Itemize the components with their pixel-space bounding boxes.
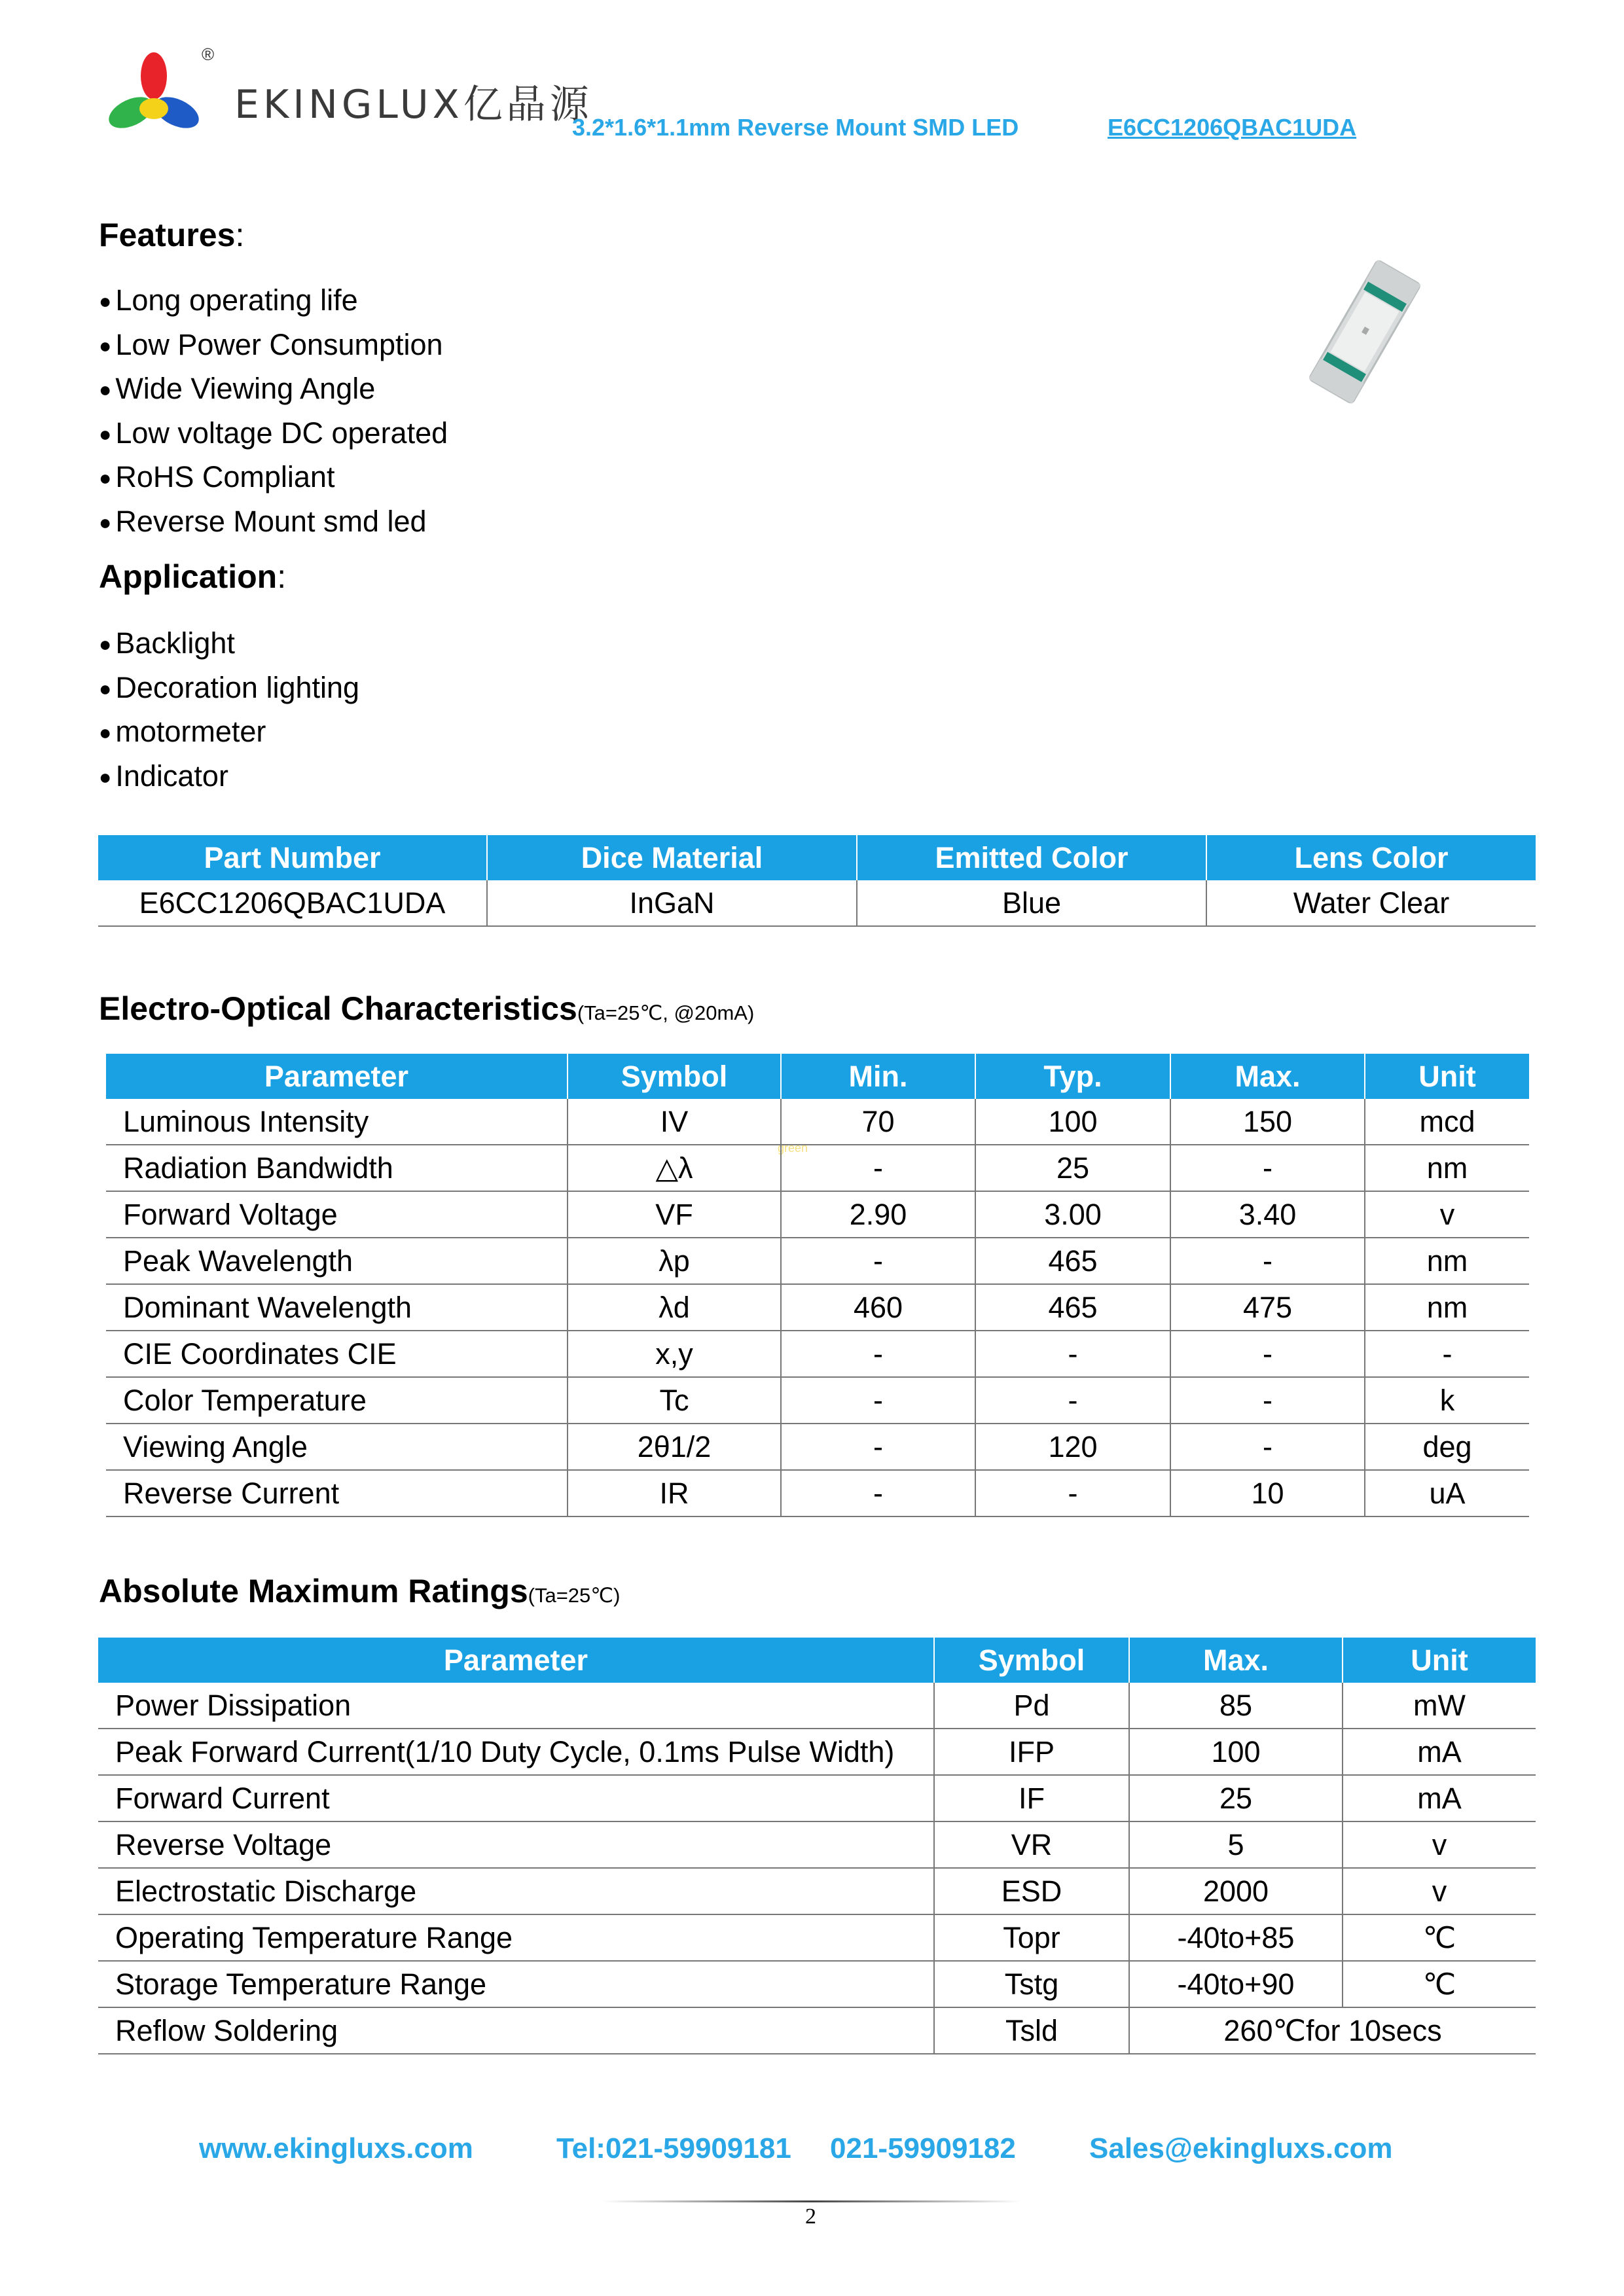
table-cell: nm	[1365, 1284, 1529, 1331]
table-cell: VR	[934, 1821, 1129, 1868]
table-cell: 5	[1129, 1821, 1343, 1868]
table-cell: 2000	[1129, 1868, 1343, 1914]
table-cell: -	[781, 1470, 975, 1516]
table-cell: -	[1365, 1331, 1529, 1377]
company-logo-icon	[105, 48, 203, 134]
table-row	[106, 1331, 1529, 1377]
table-header-row	[106, 1054, 1529, 1099]
table-cell: -	[1170, 1238, 1365, 1284]
table-cell: E6CC1206QBAC1UDA	[98, 880, 487, 926]
table-row	[98, 880, 1536, 926]
table-cell: 70	[781, 1099, 975, 1145]
table-row	[98, 1914, 1536, 1961]
list-item: ● RoHS Compliant	[99, 456, 448, 500]
column-header: Emitted Color	[857, 835, 1206, 880]
table-header-row	[98, 1638, 1536, 1683]
website-link[interactable]: www.ekingluxs.com	[199, 2132, 473, 2164]
phone-number-2: 021-59909182	[830, 2132, 1016, 2164]
list-item: ● Decoration lighting	[99, 666, 359, 711]
led-product-image	[1299, 257, 1430, 407]
table-cell: CIE Coordinates CIE	[106, 1331, 568, 1377]
table-cell: Water Clear	[1206, 880, 1536, 926]
table-cell: λp	[568, 1238, 781, 1284]
table-cell: Forward Voltage	[106, 1191, 568, 1238]
table-cell: 2θ1/2	[568, 1424, 781, 1470]
list-item: ● Backlight	[99, 622, 359, 666]
table-cell: -	[1170, 1331, 1365, 1377]
faint-watermark-text: green	[778, 1141, 808, 1155]
table-cell: Peak Wavelength	[106, 1238, 568, 1284]
table-cell: 3.40	[1170, 1191, 1365, 1238]
table-cell: 120	[975, 1424, 1170, 1470]
table-cell: -	[781, 1331, 975, 1377]
table-cell: VF	[568, 1191, 781, 1238]
email-link[interactable]: Sales@ekingluxs.com	[1089, 2132, 1393, 2164]
features-list	[99, 279, 448, 544]
column-header: Unit	[1365, 1054, 1529, 1099]
column-header: Symbol	[568, 1054, 781, 1099]
table-cell: nm	[1365, 1238, 1529, 1284]
table-cell: Forward Current	[98, 1775, 934, 1821]
table-cell: 260℃for 10secs	[1129, 2007, 1536, 2054]
table-cell: -	[1170, 1145, 1365, 1191]
list-item: ● Reverse Mount smd led	[99, 500, 448, 545]
table-cell: 85	[1129, 1683, 1343, 1729]
table-cell: 2.90	[781, 1191, 975, 1238]
table-row	[98, 1821, 1536, 1868]
table-header-row	[98, 835, 1536, 880]
table-cell: 465	[975, 1238, 1170, 1284]
table-cell: mW	[1343, 1683, 1536, 1729]
table-cell: ESD	[934, 1868, 1129, 1914]
phone-number: Tel:021-59909181	[556, 2132, 791, 2164]
list-item: ● Low Power Consumption	[99, 323, 448, 368]
footer-divider	[602, 2200, 1021, 2202]
table-row	[106, 1191, 1529, 1238]
table-cell: Tsld	[934, 2007, 1129, 2054]
part-table	[98, 835, 1536, 927]
table-row	[106, 1377, 1529, 1424]
table-row	[98, 2007, 1536, 2054]
table-cell: v	[1343, 1821, 1536, 1868]
table-row	[106, 1284, 1529, 1331]
table-row	[106, 1238, 1529, 1284]
table-row	[106, 1424, 1529, 1470]
table-cell: nm	[1365, 1145, 1529, 1191]
column-header: Min.	[781, 1054, 975, 1099]
part-number-link[interactable]: E6CC1206QBAC1UDA	[1108, 114, 1357, 141]
table-cell: mA	[1343, 1775, 1536, 1821]
registered-mark: ®	[202, 45, 215, 64]
table-cell: Tstg	[934, 1961, 1129, 2007]
table-row	[106, 1470, 1529, 1516]
list-item: ● Long operating life	[99, 279, 448, 323]
table-cell: Tc	[568, 1377, 781, 1424]
page-number: 2	[805, 2204, 816, 2229]
table-cell: 25	[975, 1145, 1170, 1191]
table-cell: 25	[1129, 1775, 1343, 1821]
table-cell: IV	[568, 1099, 781, 1145]
electro-optical-table	[106, 1054, 1529, 1517]
application-title: Application:	[99, 558, 287, 595]
column-header: Max.	[1170, 1054, 1365, 1099]
table-row	[98, 1961, 1536, 2007]
table-cell: Electrostatic Discharge	[98, 1868, 934, 1914]
table-row	[98, 1868, 1536, 1914]
table-cell: k	[1365, 1377, 1529, 1424]
absolute-max-table	[98, 1638, 1536, 2054]
table-cell: mA	[1343, 1729, 1536, 1775]
column-header: Symbol	[934, 1638, 1129, 1683]
table-cell: 150	[1170, 1099, 1365, 1145]
table-cell: -	[1170, 1424, 1365, 1470]
table-row	[98, 1729, 1536, 1775]
table-cell: -	[781, 1377, 975, 1424]
brand-name: EKINGLUX亿晶源	[234, 82, 593, 128]
list-item: ● Low voltage DC operated	[99, 412, 448, 456]
table-cell: -	[975, 1377, 1170, 1424]
table-cell: IFP	[934, 1729, 1129, 1775]
table-cell: -	[781, 1424, 975, 1470]
table-cell: -40to+85	[1129, 1914, 1343, 1961]
table-row	[106, 1145, 1529, 1191]
table-cell: Reverse Current	[106, 1470, 568, 1516]
features-title: Features:	[99, 217, 245, 253]
table-cell: Operating Temperature Range	[98, 1914, 934, 1961]
table-cell: Reverse Voltage	[98, 1821, 934, 1868]
table-cell: Dominant Wavelength	[106, 1284, 568, 1331]
table-cell: -	[975, 1331, 1170, 1377]
table-cell: 465	[975, 1284, 1170, 1331]
table-cell: -	[975, 1470, 1170, 1516]
table-cell: ℃	[1343, 1961, 1536, 2007]
column-header: Typ.	[975, 1054, 1170, 1099]
table-cell: v	[1343, 1868, 1536, 1914]
electro-optical-title: Electro-Optical Characteristics(Ta=25℃, @20mA)	[99, 990, 755, 1027]
absolute-condition: (Ta=25℃)	[528, 1584, 621, 1607]
column-header: Part Number	[98, 835, 487, 880]
product-description: 3.2*1.6*1.1mm Reverse Mount SMD LED	[572, 114, 1019, 141]
table-cell: λd	[568, 1284, 781, 1331]
table-row	[98, 1775, 1536, 1821]
table-cell: Radiation Bandwidth	[106, 1145, 568, 1191]
table-cell: 3.00	[975, 1191, 1170, 1238]
table-cell: Reflow Soldering	[98, 2007, 934, 2054]
table-cell: Color Temperature	[106, 1377, 568, 1424]
column-header: Parameter	[106, 1054, 568, 1099]
table-cell: deg	[1365, 1424, 1529, 1470]
table-cell: 100	[1129, 1729, 1343, 1775]
table-cell: uA	[1365, 1470, 1529, 1516]
table-cell: 100	[975, 1099, 1170, 1145]
table-cell: -	[781, 1238, 975, 1284]
table-cell: Pd	[934, 1683, 1129, 1729]
table-row	[98, 1683, 1536, 1729]
table-cell: IR	[568, 1470, 781, 1516]
table-cell: -	[781, 1145, 975, 1191]
column-header: Unit	[1343, 1638, 1536, 1683]
column-header: Lens Color	[1206, 835, 1536, 880]
table-cell: 475	[1170, 1284, 1365, 1331]
list-item: ● Indicator	[99, 755, 359, 799]
table-cell: Storage Temperature Range	[98, 1961, 934, 2007]
application-list	[99, 622, 359, 798]
table-cell: 460	[781, 1284, 975, 1331]
table-cell: Power Dissipation	[98, 1683, 934, 1729]
electro-condition: (Ta=25℃, @20mA)	[577, 1001, 755, 1024]
table-cell: -40to+90	[1129, 1961, 1343, 2007]
column-header: Max.	[1129, 1638, 1343, 1683]
absolute-max-title: Absolute Maximum Ratings(Ta=25℃)	[99, 1573, 621, 1609]
table-cell: 10	[1170, 1470, 1365, 1516]
table-cell: Peak Forward Current(1/10 Duty Cycle, 0.1ms Pulse Width)	[98, 1729, 934, 1775]
column-header: Dice Material	[487, 835, 857, 880]
table-cell: Luminous Intensity	[106, 1099, 568, 1145]
table-cell: ℃	[1343, 1914, 1536, 1961]
table-cell: Blue	[857, 880, 1206, 926]
list-item: ● motormeter	[99, 710, 359, 755]
list-item: ● Wide Viewing Angle	[99, 367, 448, 412]
table-cell: Topr	[934, 1914, 1129, 1961]
table-cell: -	[1170, 1377, 1365, 1424]
table-cell: IF	[934, 1775, 1129, 1821]
table-cell: x,y	[568, 1331, 781, 1377]
table-cell: mcd	[1365, 1099, 1529, 1145]
table-row	[106, 1099, 1529, 1145]
table-cell: △λ	[568, 1145, 781, 1191]
table-cell: Viewing Angle	[106, 1424, 568, 1470]
table-cell: InGaN	[487, 880, 857, 926]
table-cell: v	[1365, 1191, 1529, 1238]
column-header: Parameter	[98, 1638, 934, 1683]
